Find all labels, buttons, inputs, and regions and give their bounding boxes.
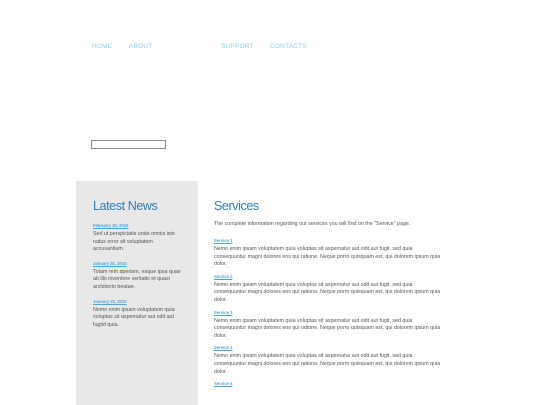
services-heading: Services xyxy=(214,199,259,213)
service-text: Nemo enim ipsam voluptatem quia voluptas sit aspernatur aut odit aut fugit, sed quia consequuntur magni dolores eos qui ratione. Neque porro quisquam est, qui dolorem ipsum quia dolor. xyxy=(214,246,441,268)
nav-link-about[interactable]: ABOUT xyxy=(129,43,153,50)
nav-link-support[interactable]: SUPPORT xyxy=(221,43,254,50)
nav-link-contacts[interactable]: CONTACTS xyxy=(270,43,307,50)
latest-news-heading: Latest News xyxy=(93,199,158,213)
services-intro: The complete information regarding our services you will find on the "Service" page. xyxy=(214,221,411,227)
news-item xyxy=(93,299,182,330)
news-date-link[interactable]: January 22, 2010 xyxy=(93,298,127,304)
news-item xyxy=(93,223,182,254)
service-title-link[interactable]: Service 2 xyxy=(214,273,233,279)
service-item xyxy=(214,381,444,386)
service-item xyxy=(214,238,444,269)
service-item xyxy=(214,310,444,341)
news-date-link[interactable]: January 31, 2010 xyxy=(93,260,127,266)
news-date-link[interactable]: February 15, 2010 xyxy=(93,223,129,228)
search-input[interactable] xyxy=(91,140,166,149)
service-title-link[interactable]: Service 4 xyxy=(214,345,233,351)
nav-link-home[interactable]: HOME xyxy=(92,43,113,50)
news-item xyxy=(93,261,182,292)
services-section xyxy=(214,199,444,391)
service-title-link[interactable]: Service 3 xyxy=(214,309,233,315)
news-text: Nemo enim ipsam voluptatem quia voluptas sit aspernatur aut odit aut fugitd quia. xyxy=(93,306,175,328)
service-title-link[interactable]: Service 5 xyxy=(214,381,233,387)
top-navigation xyxy=(0,43,540,55)
service-item xyxy=(214,345,444,376)
service-text: Nemo enim ipsam voluptatem quia voluptas sit aspernatur aut odit aut fugit, sed quia consequuntur magni dolores eos qui ratione. Neque porro quisquam est, qui dolorem ipsum quia dolor. xyxy=(214,353,441,375)
news-text: Totam rem aperiam, eaque ipsa quae ab illo inventore veritatis et quasi architecto beatae. xyxy=(93,268,181,290)
latest-news-sidebar xyxy=(76,181,198,405)
service-text: Nemo enim ipsam voluptatem quia voluptas sit aspernatur aut odit aut fugit, sed quia consequuntur magni dolores eos qui ratione. Neque porro quisquam est, qui dolorem ipsum quia dolor. xyxy=(214,281,441,303)
service-title-link[interactable]: Service 1 xyxy=(214,238,233,243)
service-text: Nemo enim ipsam voluptatem quia voluptas sit aspernatur aut odit aut fugit, sed quia consequuntur magni dolores eos qui ratione. Neque porro quisquam est, qui dolorem ipsum quia dolor. xyxy=(214,317,441,339)
news-text: Sed ut perspiciatis unde omnis iste natus error sit voluptatem accusantium. xyxy=(93,231,175,253)
service-item xyxy=(214,274,444,305)
